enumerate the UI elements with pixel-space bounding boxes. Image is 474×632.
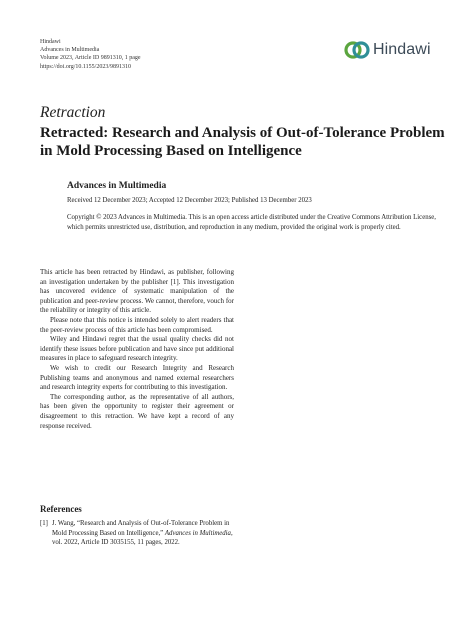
reference-item xyxy=(40,519,234,548)
meta-doi-link[interactable]: https://doi.org/10.1155/2023/9891310 xyxy=(40,63,132,70)
reference-text xyxy=(52,519,234,548)
article-meta xyxy=(40,38,141,71)
article-type-label: Retraction xyxy=(40,104,106,121)
reference-number: [1] xyxy=(40,520,48,527)
meta-publisher: Hindawi xyxy=(40,39,61,45)
reference-citation: J. Wang, “Research and Analysis of Out-of-Tolerance Problem in Mold Processing Based on Intelligence,” xyxy=(52,520,230,537)
journal-name: Advances in Multimedia xyxy=(67,181,167,191)
body-paragraph-5: The corresponding author, as the representative of all authors, has been given the opportunity to register their agreement or disagreement to this retraction. We have kept a record of any response received. xyxy=(40,392,234,430)
reference-details: , vol. 2022, Article ID 3035155, 11 pages, 2022. xyxy=(52,529,233,547)
logo-text: Hindawi xyxy=(373,41,431,58)
hindawi-logo-icon xyxy=(344,40,370,60)
references-heading: References xyxy=(40,504,82,514)
retraction-body xyxy=(40,268,234,431)
article-title: Retracted: Research and Analysis of Out-of-Tolerance Problem in Mold Processing Based on Intelligence xyxy=(40,125,445,159)
body-paragraph-4: We wish to credit our Research Integrity and Research Publishing teams and anonymous and named external researchers and research integrity experts for contributing to this investigation. xyxy=(40,363,234,392)
meta-journal: Advances in Multimedia xyxy=(40,47,100,54)
body-paragraph-3: Wiley and Hindawi regret that the usual quality checks did not identify these issues before publication and have since put additional measures in place to safeguard research integrity. xyxy=(40,335,234,363)
hindawi-logo xyxy=(344,40,431,60)
body-paragraph-1: This article has been retracted by Hindawi, as publisher, following an investigation undertaken by the publisher [1]. This investigation has uncovered evidence of systematic manipulation of the publication and peer-review process. We cannot, therefore, vouch for the reliability or integrity of this article. xyxy=(40,268,234,315)
meta-volume: Volume 2023, Article ID 9891310, 1 page xyxy=(40,55,141,62)
article-dates: Received 12 December 2023; Accepted 12 December 2023; Published 13 December 2023 xyxy=(67,197,312,204)
body-paragraph-2: Please note that this notice is intended solely to alert readers that the peer-review process of this article has been compromised. xyxy=(40,315,234,334)
copyright-notice: Copyright © 2023 Advances in Multimedia. This is an open access article distributed under the Creative Commons Attribution License, which permits unrestricted use, distribution, and reproduction in any medium, provided the original work is properly cited. xyxy=(67,214,436,231)
reference-journal: Advances in Multimedia xyxy=(164,529,231,537)
